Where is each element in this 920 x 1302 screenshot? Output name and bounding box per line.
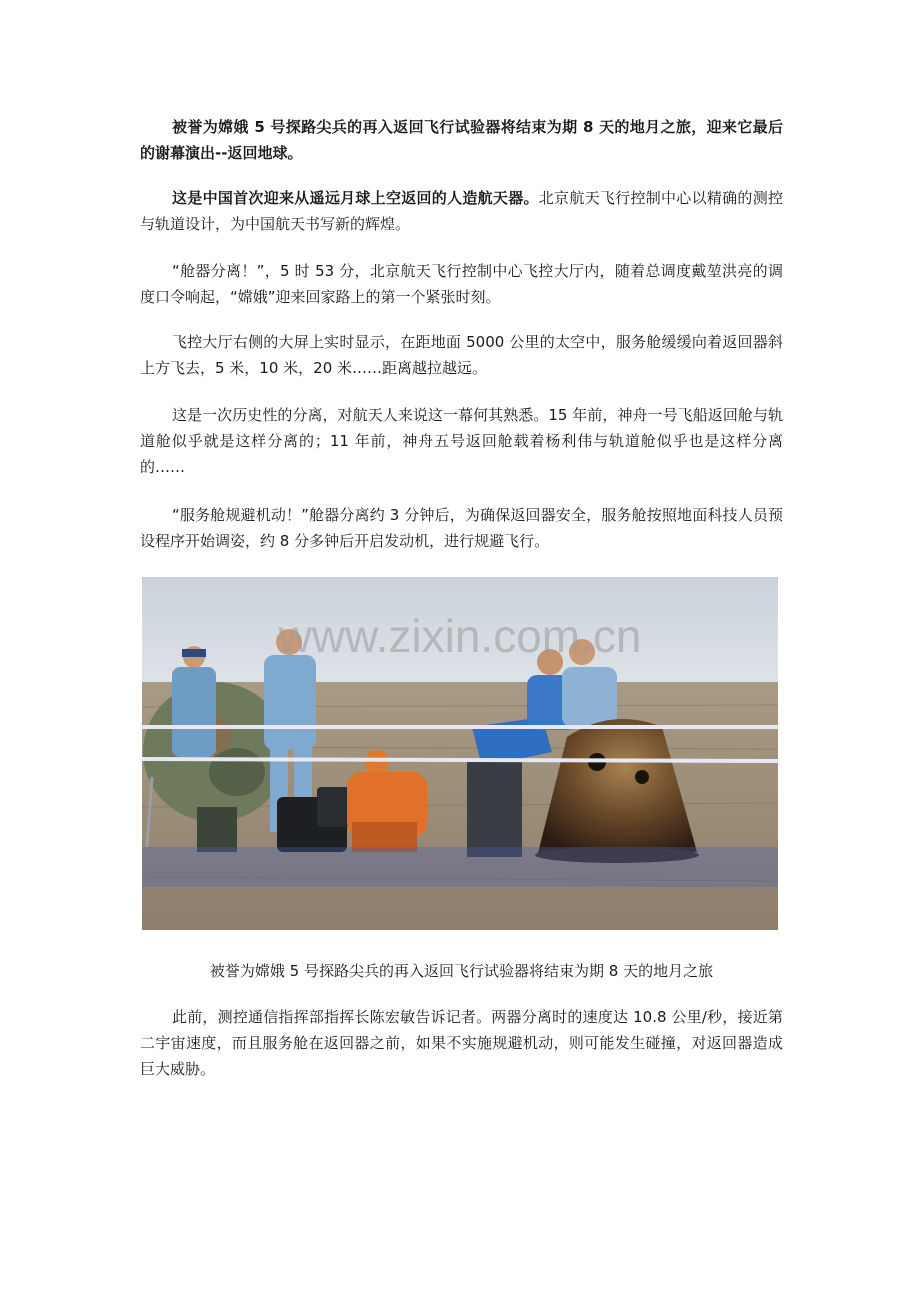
paragraph-2-rest: 北京航天飞行控制中心以精确的测控与轨道设计，为中国航天书写新的辉煌。: [140, 189, 783, 233]
capsule-recovery-photo: [142, 577, 778, 930]
foreground-blur: [142, 847, 778, 887]
paragraph-7: 此前，测控通信指挥部指挥长陈宏敏告诉记者。两器分离时的速度达 10.8 公里/秒，接近第二宇宙速度，而且服务舱在返回器之前，如果不实施规避机动，则可能发生碰撞，对返回器造成巨大威胁。: [140, 1008, 783, 1078]
paragraph-2-bold: 这是中国首次迎来从遥远月球上空返回的人造航天器。: [172, 189, 539, 207]
paragraph-intro: 被誉为嫦娥 5 号探路尖兵的再入返回飞行试验器将结束为期 8 天的地月之旅，迎来它最后的谢幕演出--返回地球。: [140, 118, 783, 162]
photo-illustration: [142, 577, 778, 930]
paragraph-5: 这是一次历史性的分离，对航天人来说这一幕何其熟悉。15 年前，神舟一号飞船返回舱与轨道舱似乎就是这样分离的；11 年前，神舟五号返回舱载着杨利伟与轨道舱似乎也是这样分离的……: [140, 406, 783, 476]
watermark: www.zixin.com.cn: [278, 610, 642, 662]
photo-caption: 被誉为嫦娥 5 号探路尖兵的再入返回飞行试验器将结束为期 8 天的地月之旅: [209, 962, 714, 980]
paragraph-6: “服务舱规避机动！”舱器分离约 3 分钟后，为确保返回器安全，服务舱按照地面科技人员预设程序开始调姿，约 8 分多钟后开启发动机，进行规避飞行。: [140, 506, 783, 550]
paragraph-2: [140, 185, 783, 237]
paragraph-4: 飞控大厅右侧的大屏上实时显示，在距地面 5000 公里的太空中，服务舱缓缓向着返回器斜上方飞去，5 米，10 米，20 米……距离越拉越远。: [140, 333, 783, 377]
paragraph-3: “舱器分离！”，5 时 53 分，北京航天飞行控制中心飞控大厅内，随着总调度戴堃洪亮的调度口令响起，“嫦娥”迎来回家路上的第一个紧张时刻。: [140, 262, 783, 306]
